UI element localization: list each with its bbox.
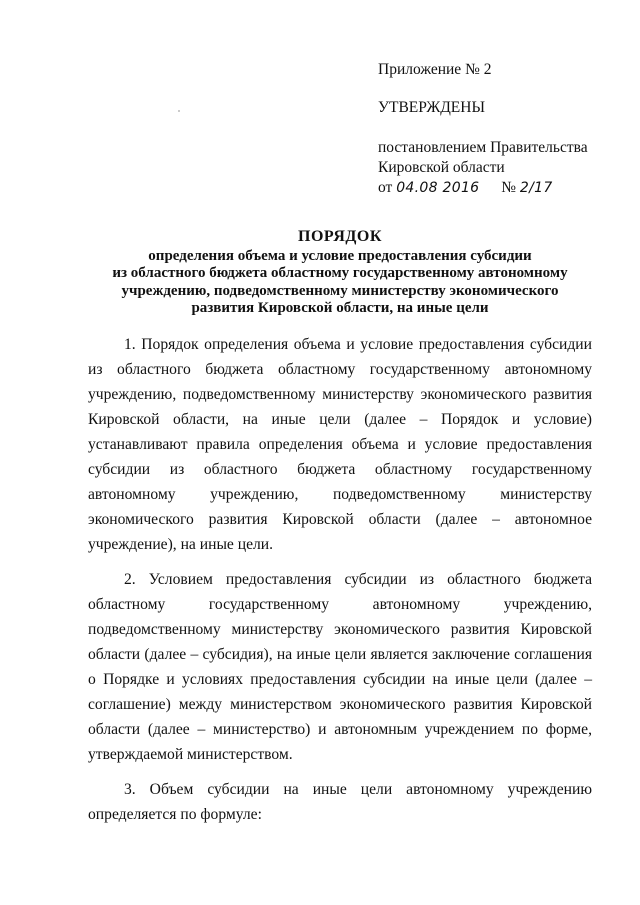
approved-label: УТВЕРЖДЕНЫ bbox=[378, 99, 485, 116]
title-line: развития Кировской области, на иные цели bbox=[191, 300, 489, 316]
handwritten-number: 2/17 bbox=[519, 180, 553, 196]
paragraph-1: 1. Порядок определения объема и условие предоставления субсидии из областного бюджета областному государственному автономному учреждению, подведомственному министерству экономического развития Кировской области, на иные цели (далее – Порядок и условие) устанавливают правила определения объема и условие предоставления субсидии из областного бюджета областному государственному автономному учреждению, подведомственному министерству экономического развития Кировской области (далее – автономное учреждение), на иные цели. bbox=[88, 336, 592, 553]
title-line: из областного бюджета областному государственному автономному bbox=[112, 265, 568, 281]
title-main: ПОРЯДОК bbox=[298, 228, 382, 245]
date-number-line bbox=[378, 178, 628, 198]
scan-speck bbox=[178, 110, 180, 112]
document-body bbox=[88, 332, 592, 827]
title-line: определения объема и условие предоставления субсидии bbox=[148, 247, 532, 264]
paragraph-3: 3. Объем субсидии на иные цели автономному учреждению определяется по формуле: bbox=[88, 781, 592, 823]
title-line: учреждению, подведомственному министерству экономического bbox=[121, 282, 559, 299]
number-prefix: № bbox=[501, 179, 517, 196]
approved-by-line1: постановлением Правительства bbox=[378, 139, 588, 156]
paragraph-2: 2. Условием предоставления субсидии из областного бюджета областному государственному автономному учреждению, подведомственному министерству экономического развития Кировской области (далее – субсидия), на иные цели является заключение соглашения о Порядке и условиях предоставления субсидии на иные цели (далее – соглашение) между министерством экономического развития Кировской области (далее – министерство) и автономным учреждением по форме, утверждаемой министерством. bbox=[88, 571, 592, 763]
document-title bbox=[60, 228, 620, 318]
date-prefix: от bbox=[378, 179, 393, 196]
handwritten-date: 04.08 2016 bbox=[396, 180, 480, 196]
approval-block bbox=[378, 60, 628, 198]
approved-by-line2: Кировской области bbox=[378, 159, 505, 176]
appendix-label: Приложение № 2 bbox=[378, 61, 492, 78]
